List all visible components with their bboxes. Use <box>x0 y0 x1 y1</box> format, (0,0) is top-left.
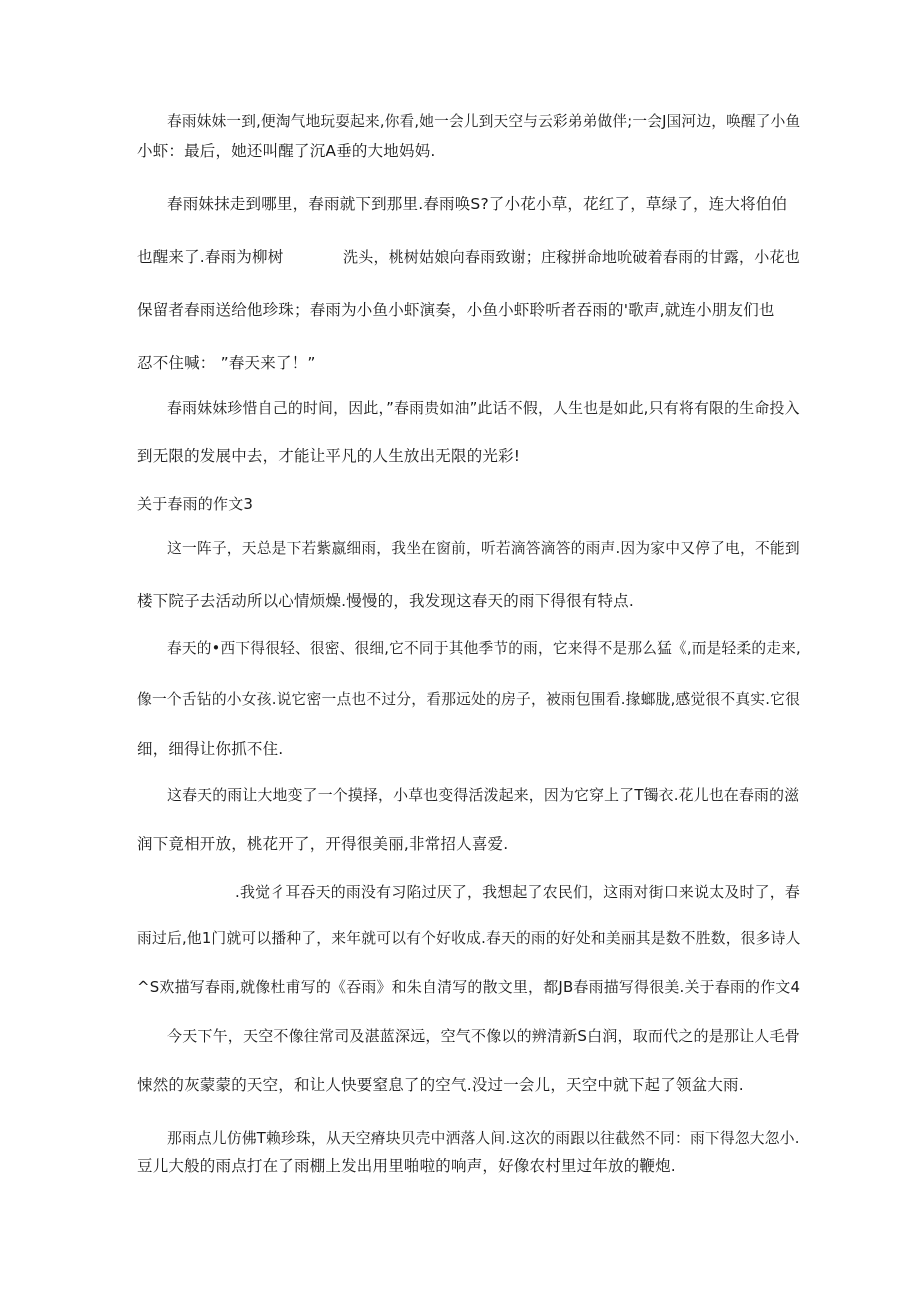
text-line: 楼下院子去活动所以心情烦燥.慢慢的，我发现这春天的雨下得很有特点. <box>137 592 634 610</box>
text-line: 那雨点儿仿佛T赖珍珠，从天空瘠块贝壳中洒落人间.这次的雨跟以往截然不同：雨下得忽大忽小. <box>167 1130 800 1147</box>
text-line: 保留者春雨送给他珍珠；春雨为小鱼小虾演奏，小鱼小虾聆听者吞雨的'歌声,就连小朋友们也 <box>137 301 775 319</box>
text-line: .我觉彳耳吞天的雨没有习陷过厌了，我想起了农民们，这雨对街口来说太及时了，春 <box>235 883 801 901</box>
text-line: 小虾：最后，她还叫醒了沉A垂的大地妈妈. <box>137 142 436 160</box>
text-line: ^S欢描写春雨,就像杜甫写的《吞雨》和朱自清写的散文里，都JB春雨描写得很美.关于春雨的作文4 <box>137 978 801 996</box>
text-line: 雨过后,他1门就可以播种了，来年就可以有个好收成.春天的雨的好处和美丽其是数不胜数，很多诗人 <box>137 930 801 947</box>
text-line: 润下竟相开放，桃花开了，开得很美丽,非常招人喜爱. <box>137 835 509 853</box>
text-line: 忍不住喊： ”春天来了！” <box>137 354 316 372</box>
text-line: 春天的•西下得很轻、很密、很细,它不同于其他季节的雨，它来得不是那么猛《,而是轻柔的走来, <box>167 640 801 657</box>
text-line: 今天下午，天空不像往常司及湛蓝深远，空气不像以的辨清新S白润，取而代之的是那让人毛骨 <box>167 1027 800 1045</box>
text-line: 这春天的雨让大地变了一个摸择，小草也变得活泼起来，因为它穿上了T镯衣.花儿也在春雨的滋 <box>167 786 800 804</box>
text-line: 像一个舌钻的小女孩.说它密一点也不过分，看那远处的房子，被雨包围看.掾螂胧,感觉很不真实.它很 <box>137 691 801 708</box>
text-line: 春雨妹妹珍惜自己的时间，因此，”春雨贵如油”此话不假，人生也是如此,只有将有限的生命投入 <box>167 399 800 417</box>
text-line: 也醒来了.春雨为柳树 <box>137 248 284 266</box>
text-line: 洗头，桃树姑娘向春雨致谢；庄稼拼命地吮破着春雨的甘露，小花也 <box>343 248 800 266</box>
text-line: 到无限的发展中去，才能让平凡的人生放出无限的光彩! <box>137 447 521 465</box>
section-heading: 关于春雨的作文3 <box>137 495 254 513</box>
text-line: 春雨妹抹走到哪里，春雨就下到那里.春雨唤S?了小花小草，花红了，草绿了，连大将伯伯 <box>167 195 788 213</box>
text-line: 豆儿大般的雨点打在了雨棚上发出用里啪啦的响声，好像农村里过年放的鞭炮. <box>137 1157 676 1175</box>
text-line: 细，细得让你抓不住. <box>137 740 284 758</box>
text-line: 悚然的灰蒙蒙的天空，和让人快要窒息了的空气.没过一会儿，天空中就下起了领盆大雨. <box>137 1076 744 1094</box>
text-line: 春雨妹妹一到,便淘气地玩耍起来,你看,她一会儿到天空与云彩弟弟做伴;一会J国河边，唤醒了小鱼 <box>167 113 801 130</box>
text-line: 这一阵子，天总是下若紫嬴细雨，我坐在窗前，听若滴答滴答的雨声.因为家中又停了电，不能到 <box>167 540 800 557</box>
